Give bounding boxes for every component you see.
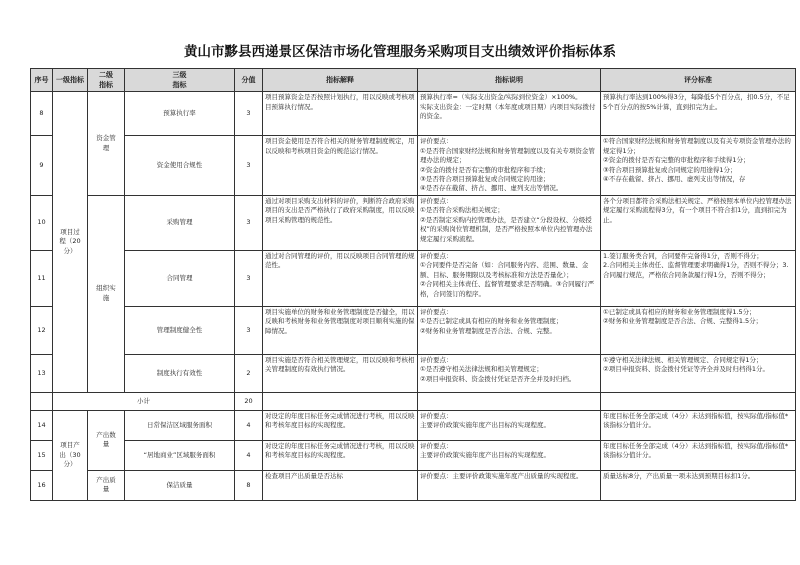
row-score: 4 [235, 410, 263, 440]
header-seq: 序号 [31, 69, 53, 92]
row-desc: 评价要点：主要评价政策实施年度产出质量的实现程度。 [418, 470, 601, 500]
row-score: 8 [235, 470, 263, 500]
row-standard: 质量达标8分，产出质量一项未达到预期目标扣1分。 [601, 470, 796, 500]
row-score: 3 [235, 306, 263, 354]
table-row [31, 136, 796, 196]
subtotal-row [31, 392, 796, 410]
row-seq: 15 [31, 440, 53, 470]
table-row [31, 440, 796, 470]
row-desc: 评价要点： 主要评价政策实施年度产出目标的实现程度。 [418, 440, 601, 470]
row-explain: 对设定的年度目标任务完成情况进行考核，用以反映和考核年度目标的实现程度。 [263, 410, 418, 440]
row-level3: 预算执行率 [125, 92, 235, 136]
level2-funds: 资金管 理 [88, 92, 125, 196]
row-explain: 通过对合同管理的评价，用以反映项目合同管理的规范性。 [263, 250, 418, 306]
row-seq: 11 [31, 250, 53, 306]
row-desc: 评价要点： 主要评价政策实施年度产出目标的实现程度。 [418, 410, 601, 440]
row-level3: “居地商业”区域服务面积 [125, 440, 235, 470]
row-level3: 保洁质量 [125, 470, 235, 500]
header-level1: 一级指标 [53, 69, 88, 92]
level2-org: 组织实 施 [88, 195, 125, 392]
header-level3: 三级 指标 [125, 69, 235, 92]
row-score: 3 [235, 250, 263, 306]
row-level3: 采购管理 [125, 195, 235, 250]
row-explain: 检查项目产出质量是否达标 [263, 470, 418, 500]
row-standard: ①已制定或具有相应的财务和业务管理制度得1.5分； ②财务和业务管理制度是否合法、合规、完整得1.5分； [601, 306, 796, 354]
table-row [31, 306, 796, 354]
row-standard: 年度目标任务全部完成（4分）未达到指标值，按实际值/指标值*该指标分值计分。 [601, 410, 796, 440]
row-standard: 预算执行率达到100%得3分，每降低5个百分点，扣0.5分，不足5个百分点的按5%计算，直到扣完为止。 [601, 92, 796, 136]
row-standard: 各个分项目都符合采购法相关规定、严格按照本单位内控管理办法规定履行采购流程得3分，有一个项目不符合扣1分，直到扣完为止。 [601, 195, 796, 250]
row-desc: 评价要点： ①是否已制定或具有相应的财务和业务管理制度； ②财务和业务管理制度是否合法、合规、完整。 [418, 306, 601, 354]
row-desc: 评价要点： ①合同要件是否完备（如：合同服务内容、范围、数量、金额、目标、服务期限以及考核标准和方法是否量化）； ②合同相关主体责任、监督管理要求是否明确。③合同履行严格，合同签订的程序。 [418, 250, 601, 306]
header-standard: 评分标准 [601, 69, 796, 92]
row-level3: 制度执行有效性 [125, 354, 235, 392]
row-score: 2 [235, 354, 263, 392]
row-standard: ①符合国家财经法规和财务管理制度以及有关专项资金管理办法的规定得1分； ②资金的拨付是否有完整的审批程序和手续得1分； ③符合项目预算批复或合同规定的用途得1分； ④不存在截留、挤占、挪用、虚列支出等情况，存 [601, 136, 796, 196]
row-standard: 年度目标任务全部完成（4分）未达到指标值，按实际值/指标值*该指标分值计分。 [601, 440, 796, 470]
row-seq: 16 [31, 470, 53, 500]
header-score: 分值 [235, 69, 263, 92]
row-seq: 13 [31, 354, 53, 392]
level2-qty: 产出数 量 [88, 410, 125, 470]
table-row [31, 92, 796, 136]
row-seq: 10 [31, 195, 53, 250]
row-explain: 项目实施单位的财务和业务管理制度是否健全，用以反映和考核财务和业务管理制度对项目顺利实施的保障情况。 [263, 306, 418, 354]
header-level2: 二级 指标 [88, 69, 125, 92]
table-row [31, 410, 796, 440]
row-level3: 资金使用合规性 [125, 136, 235, 196]
table-row [31, 250, 796, 306]
table-row [31, 354, 796, 392]
row-seq: 8 [31, 92, 53, 136]
subtotal-score: 20 [235, 392, 263, 410]
row-level3: 管理制度健全性 [125, 306, 235, 354]
row-desc: 评价要点： ①是否符合采购法相关规定； ②是否制定采购内控管理办法，是否建立“分段设权、分级授权”的采购岗位管理机制，是否严格按照本单位内控管理办法规定履行采购流程。 [418, 195, 601, 250]
row-standard: 1.签订服务类合同，合同要件完备得1分，否则不得分； 2.合同相关主体责任、监督管理要求明确得1分，否则不得分；3.合同履行规范，严格依合同条款履行得1分，否则不得分； [601, 250, 796, 306]
page-title: 黄山市黟县西递景区保洁市场化管理服务采购项目支出绩效评价指标体系 [184, 44, 616, 60]
row-desc: 预算执行率=（实际支出资金/实际到位资金）×100%。 实际支出资金：一定时期（本年度或项目期）内项目实际拨付的资金。 [418, 92, 601, 136]
level1-process: 项目过 程（20 分） [53, 92, 88, 393]
header-desc: 指标说明 [418, 69, 601, 92]
row-score: 3 [235, 195, 263, 250]
level1-output: 项目产 出（30 分） [53, 410, 88, 500]
row-seq: 14 [31, 410, 53, 440]
row-standard: ①遵守相关法律法规、相关管理规定、合同规定得1分； ②项目申报资料、资金拨付凭证等齐全并及时归档得1分。 [601, 354, 796, 392]
row-seq: 9 [31, 136, 53, 196]
level2-qual: 产出质 量 [88, 470, 125, 500]
row-level3: 合同管理 [125, 250, 235, 306]
row-explain: 项目资金使用是否符合相关的财务管理制度规定，用以反映和考核项目资金的规范运行情况。 [263, 136, 418, 196]
row-explain: 项目实施是否符合相关管理规定，用以反映和考核相关管理制度的有效执行情况。 [263, 354, 418, 392]
table-row [31, 195, 796, 250]
subtotal-label: 小计 [53, 392, 235, 410]
row-explain: 对设定的年度目标任务完成情况进行考核，用以反映和考核年度目标的实现程度。 [263, 440, 418, 470]
indicator-table [30, 68, 796, 501]
row-desc: 评价要点： ①是否遵守相关法律法规和相关管理规定； ②项目申报资料、资金拨付凭证是否齐全并及时归档。 [418, 354, 601, 392]
row-explain: 通过对项目采购支出材料的评价，判断符合政府采购项目的支出是否严格执行了政府采购制度，用以反映项目采购管理的规范性。 [263, 195, 418, 250]
row-level3: 日常保洁区域服务面积 [125, 410, 235, 440]
row-score: 3 [235, 92, 263, 136]
row-desc: 评价要点： ①是否符合国家财经法规和财务管理制度以及有关专项资金管理办法的规定； ②资金的拨付是否有完整的审批程序和手续； ③是否符合项目预算批复或合同规定的用途； ④是否存在截留、挤占、挪用、虚列支出等情况。 [418, 136, 601, 196]
table-row [31, 470, 796, 500]
row-score: 4 [235, 440, 263, 470]
row-seq: 12 [31, 306, 53, 354]
header-explain: 指标解释 [263, 69, 418, 92]
row-score: 3 [235, 136, 263, 196]
row-explain: 项目预算资金是否按照计划执行，用以反映或考核项目预算执行情况。 [263, 92, 418, 136]
table-header-row [31, 69, 796, 92]
